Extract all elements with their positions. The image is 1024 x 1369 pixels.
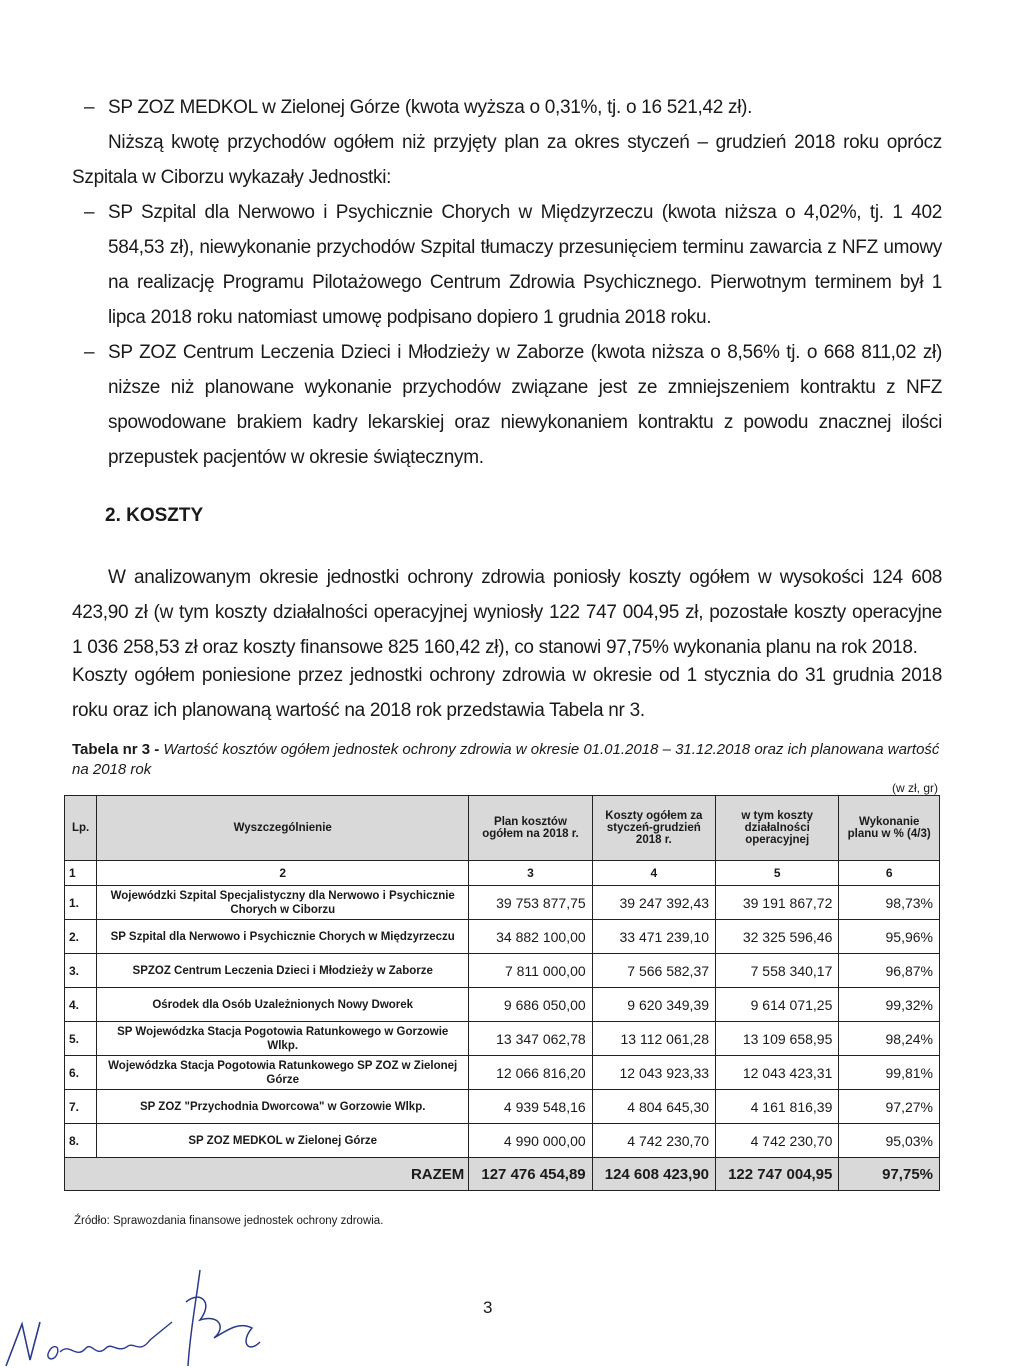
table-header-row [65,796,940,861]
cell-name: SPZOZ Centrum Leczenia Dzieci i Młodzieży w Zaborze [97,954,469,988]
cell-plan: 12 066 816,20 [469,1056,592,1090]
column-number: 1 [65,861,97,886]
costs-paragraph-2: Koszty ogółem poniesione przez jednostki ochrony zdrowia w okresie od 1 stycznia do 31 grudnia 2018 roku oraz ich planowaną wartość na 2018 rok przedstawia Tabela nr 3. [72,665,942,721]
total-label: RAZEM [65,1158,469,1191]
table-caption-label: Tabela nr 3 - [72,741,160,758]
cell-pct: 95,96% [839,920,940,954]
total-plan: 127 476 454,89 [469,1158,592,1191]
cell-plan: 13 347 062,78 [469,1022,592,1056]
cell-costs: 33 471 239,10 [592,920,715,954]
cell-name: SP ZOZ "Przychodnia Dworcowa" w Gorzowie Wlkp. [97,1090,469,1124]
column-number: 4 [592,861,715,886]
table-row [65,954,940,988]
table-row [65,1022,940,1056]
page-number: 3 [483,1298,493,1317]
cell-operating: 9 614 071,25 [716,988,839,1022]
cell-lp: 8. [65,1124,97,1158]
column-number-row [65,861,940,886]
table-total-row [65,1158,940,1191]
cell-operating: 7 558 340,17 [716,954,839,988]
header-costs: Koszty ogółem za styczeń-grudzień 2018 r. [592,796,715,861]
cell-operating: 4 161 816,39 [716,1090,839,1124]
cell-costs: 13 112 061,28 [592,1022,715,1056]
cell-plan: 4 939 548,16 [469,1090,592,1124]
column-number: 5 [716,861,839,886]
header-name: Wyszczególnienie [97,796,469,861]
cell-costs: 39 247 392,43 [592,886,715,920]
cell-pct: 95,03% [839,1124,940,1158]
cell-lp: 4. [65,988,97,1022]
cell-pct: 97,27% [839,1090,940,1124]
cell-lp: 6. [65,1056,97,1090]
table-row [65,920,940,954]
cell-name: Wojewódzka Stacja Pogotowia Ratunkowego SP ZOZ w Zielonej Górze [97,1056,469,1090]
lower-revenue-list [72,195,942,475]
cell-plan: 39 753 877,75 [469,886,592,920]
costs-table [64,795,940,1191]
table-row [65,1056,940,1090]
table-row [65,886,940,920]
cell-pct: 96,87% [839,954,940,988]
cell-costs: 4 804 645,30 [592,1090,715,1124]
list-item-text: SP ZOZ MEDKOL w Zielonej Górze (kwota wyższa o 0,31%, tj. o 16 521,42 zł). [108,97,753,118]
list-dash: – [84,202,95,223]
list-dash: – [84,97,95,118]
header-plan: Plan kosztów ogółem na 2018 r. [469,796,592,861]
cell-pct: 99,81% [839,1056,940,1090]
list-item-text: SP Szpital dla Nerwowo i Psychicznie Chorych w Międzyrzeczu (kwota niższa o 4,02%, tj. 1 402 584,53 zł), niewykonanie przychodów Szpital tłumaczy przesunięciem terminu zawarcia z NFZ umowy na realizację Programu Pilotażowego Centrum Zdrowia Psychicznego. Pierwotnym terminem był 1 lipca 2018 roku natomiast umowę podpisano dopiero 1 grudnia 2018 roku. [108,202,942,328]
cell-name: Wojewódzki Szpital Specjalistyczny dla Nerwowo i Psychicznie Chorych w Ciborzu [97,886,469,920]
column-number: 3 [469,861,592,886]
cell-pct: 98,24% [839,1022,940,1056]
column-number: 6 [839,861,940,886]
cell-name: SP Wojewódzka Stacja Pogotowia Ratunkowego w Gorzowie Wlkp. [97,1022,469,1056]
cell-name: SP ZOZ MEDKOL w Zielonej Górze [97,1124,469,1158]
cell-lp: 2. [65,920,97,954]
column-number: 2 [97,861,469,886]
list-item-text: SP ZOZ Centrum Leczenia Dzieci i Młodzieży w Zaborze (kwota niższa o 8,56% tj. o 668 811,02 zł) niższe niż planowane wykonanie przychodów związane jest ze zmniejszeniem kontraktu z NFZ spowodowane brakiem kadry lekarskiej oraz niewykonaniem kontraktu z powodu znacznej ilości przepustek pacjentów w okresie świątecznym. [108,342,942,468]
cell-lp: 1. [65,886,97,920]
cell-plan: 34 882 100,00 [469,920,592,954]
cell-operating: 39 191 867,72 [716,886,839,920]
cell-lp: 3. [65,954,97,988]
total-pct: 97,75% [839,1158,940,1191]
cell-operating: 32 325 596,46 [716,920,839,954]
table-caption [72,740,942,780]
table-row [65,988,940,1022]
list-item [72,195,942,335]
cell-pct: 98,73% [839,886,940,920]
table-units: (w zł, gr) [892,781,938,795]
cell-plan: 4 990 000,00 [469,1124,592,1158]
header-pct: Wykonanie planu w % (4/3) [839,796,940,861]
table-source: Źródło: Sprawozdania finansowe jednostek ochrony zdrowia. [74,1215,384,1227]
header-operating: w tym koszty działalności operacyjnej [716,796,839,861]
list-item [72,335,942,475]
list-item [72,90,942,125]
cell-plan: 7 811 000,00 [469,954,592,988]
costs-paragraph-1: W analizowanym okresie jednostki ochrony zdrowia poniosły koszty ogółem w wysokości 124 608 423,90 zł (w tym koszty działalności operacyjnej wyniosły 122 747 004,95 zł, pozostałe koszty operacyjne 1 036 258,53 zł oraz koszty finansowe 825 160,42 zł), co stanowi 97,75% wykonania planu na rok 2018. [72,567,942,658]
total-costs: 124 608 423,90 [592,1158,715,1191]
table-caption-text: Wartość kosztów ogółem jednostek ochrony zdrowia w okresie 01.01.2018 – 31.12.2018 oraz ich planowana wartość na 2018 rok [72,741,940,778]
lower-revenue-intro: Niższą kwotę przychodów ogółem niż przyjęty plan za okres styczeń – grudzień 2018 roku oprócz Szpitala w Ciborzu wykazały Jednostki: [72,132,942,188]
cell-operating: 12 043 423,31 [716,1056,839,1090]
cell-pct: 99,32% [839,988,940,1022]
total-operating: 122 747 004,95 [716,1158,839,1191]
cell-operating: 13 109 658,95 [716,1022,839,1056]
cell-name: SP Szpital dla Nerwowo i Psychicznie Chorych w Międzyrzeczu [97,920,469,954]
table-row [65,1124,940,1158]
cell-costs: 9 620 349,39 [592,988,715,1022]
section-heading: 2. KOSZTY [105,505,204,526]
cell-costs: 7 566 582,37 [592,954,715,988]
header-lp: Lp. [65,796,97,861]
cell-lp: 7. [65,1090,97,1124]
cell-plan: 9 686 050,00 [469,988,592,1022]
cell-costs: 12 043 923,33 [592,1056,715,1090]
cell-lp: 5. [65,1022,97,1056]
cell-costs: 4 742 230,70 [592,1124,715,1158]
cell-name: Ośrodek dla Osób Uzależnionych Nowy Dworek [97,988,469,1022]
handwritten-signature [0,1262,300,1369]
list-dash: – [84,342,95,363]
cell-operating: 4 742 230,70 [716,1124,839,1158]
table-row [65,1090,940,1124]
intro-list [72,90,942,125]
